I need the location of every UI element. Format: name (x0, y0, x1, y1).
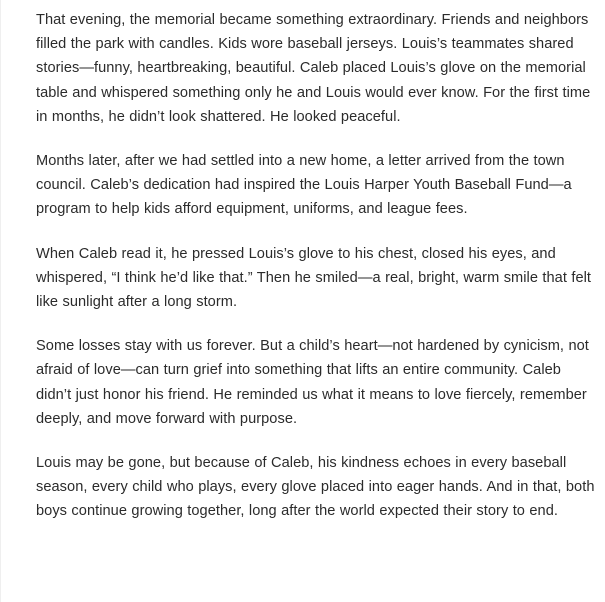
paragraph-caleb-reaction: When Caleb read it, he pressed Louis’s glove to his chest, closed his eyes, and whispered, “I think he’d like that.” Then he smiled—a real, bright, warm smile that felt like sunlight after a long storm. (36, 245, 592, 311)
article-body (36, 8, 596, 544)
left-edge-divider (0, 0, 1, 602)
paragraph-losses-reflection: Some losses stay with us forever. But a child’s heart—not hardened by cynicism, not afraid of love—can turn grief into something that lifts an entire community. Caleb didn’t just honor his friend. He reminded us what it means to love fiercely, remember deeply, and move forward with purpose. (36, 338, 589, 427)
paragraph-closing: Louis may be gone, but because of Caleb, his kindness echoes in every baseball season, every child who plays, every glove placed into eager hands. And in that, both boys continue growing together, long after the world expected their story to end. (36, 455, 595, 520)
paragraph-town-council-letter: Months later, after we had settled into a new home, a letter arrived from the town council. Caleb’s dedication had inspired the Louis Harper Youth Baseball Fund—a program to help kids afford equipment, uniforms, and league fees. (36, 153, 572, 218)
paragraph-memorial-evening: That evening, the memorial became something extraordinary. Friends and neighbors filled the park with candles. Kids wore baseball jerseys. Louis’s teammates shared stories—funny, heartbreaking, beautiful. Caleb placed Louis’s glove on the memorial table and whispered something only he and Louis would ever know. For the first time in months, he didn’t look shattered. He looked peaceful. (36, 12, 591, 125)
